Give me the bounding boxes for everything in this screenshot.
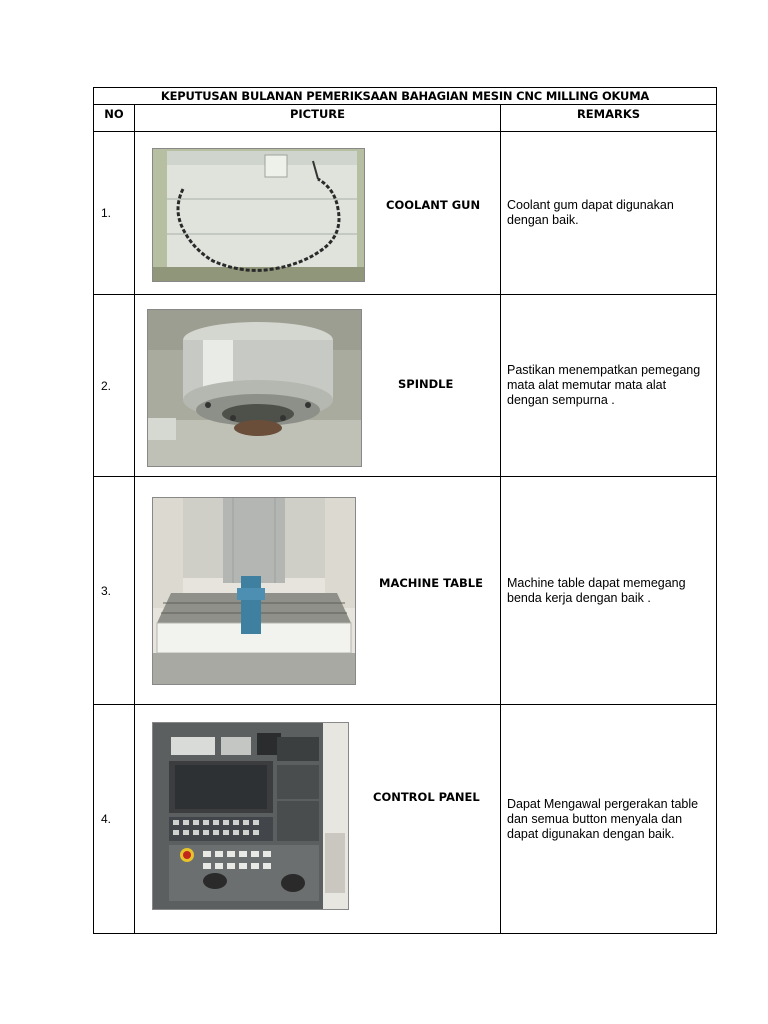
remarks-text: Coolant gum dapat digunakan dengan baik. bbox=[501, 132, 717, 295]
control-panel-photo bbox=[152, 722, 349, 910]
coolant-gun-photo bbox=[152, 148, 365, 282]
picture-cell bbox=[135, 705, 501, 934]
inspection-table bbox=[93, 87, 717, 934]
picture-label: CONTROL PANEL bbox=[373, 790, 480, 804]
row-number: 4. bbox=[94, 705, 135, 934]
table-row bbox=[94, 295, 717, 477]
picture-cell bbox=[135, 477, 501, 705]
picture-cell bbox=[135, 295, 501, 477]
row-number: 1. bbox=[94, 132, 135, 295]
table-row bbox=[94, 477, 717, 705]
machine-table-photo bbox=[152, 497, 356, 685]
remarks-text: Pastikan menempatkan pemegang mata alat memutar mata alat dengan sempurna . bbox=[501, 295, 717, 477]
header-no: NO bbox=[94, 105, 135, 132]
picture-cell bbox=[135, 132, 501, 295]
table-row bbox=[94, 132, 717, 295]
header-picture: PICTURE bbox=[135, 105, 501, 132]
spindle-photo bbox=[147, 309, 362, 467]
remarks-text: Machine table dapat memegang benda kerja dengan baik . bbox=[501, 477, 717, 705]
picture-label: COOLANT GUN bbox=[386, 198, 481, 212]
picture-label: SPINDLE bbox=[398, 377, 454, 391]
row-number: 2. bbox=[94, 295, 135, 477]
picture-label: MACHINE TABLE bbox=[379, 576, 483, 590]
table-row bbox=[94, 705, 717, 934]
header-remarks: REMARKS bbox=[501, 105, 717, 132]
remarks-text: Dapat Mengawal pergerakan table dan semua button menyala dan dapat digunakan dengan baik. bbox=[501, 705, 717, 934]
row-number: 3. bbox=[94, 477, 135, 705]
table-title: KEPUTUSAN BULANAN PEMERIKSAAN BAHAGIAN MESIN CNC MILLING OKUMA bbox=[94, 88, 717, 105]
